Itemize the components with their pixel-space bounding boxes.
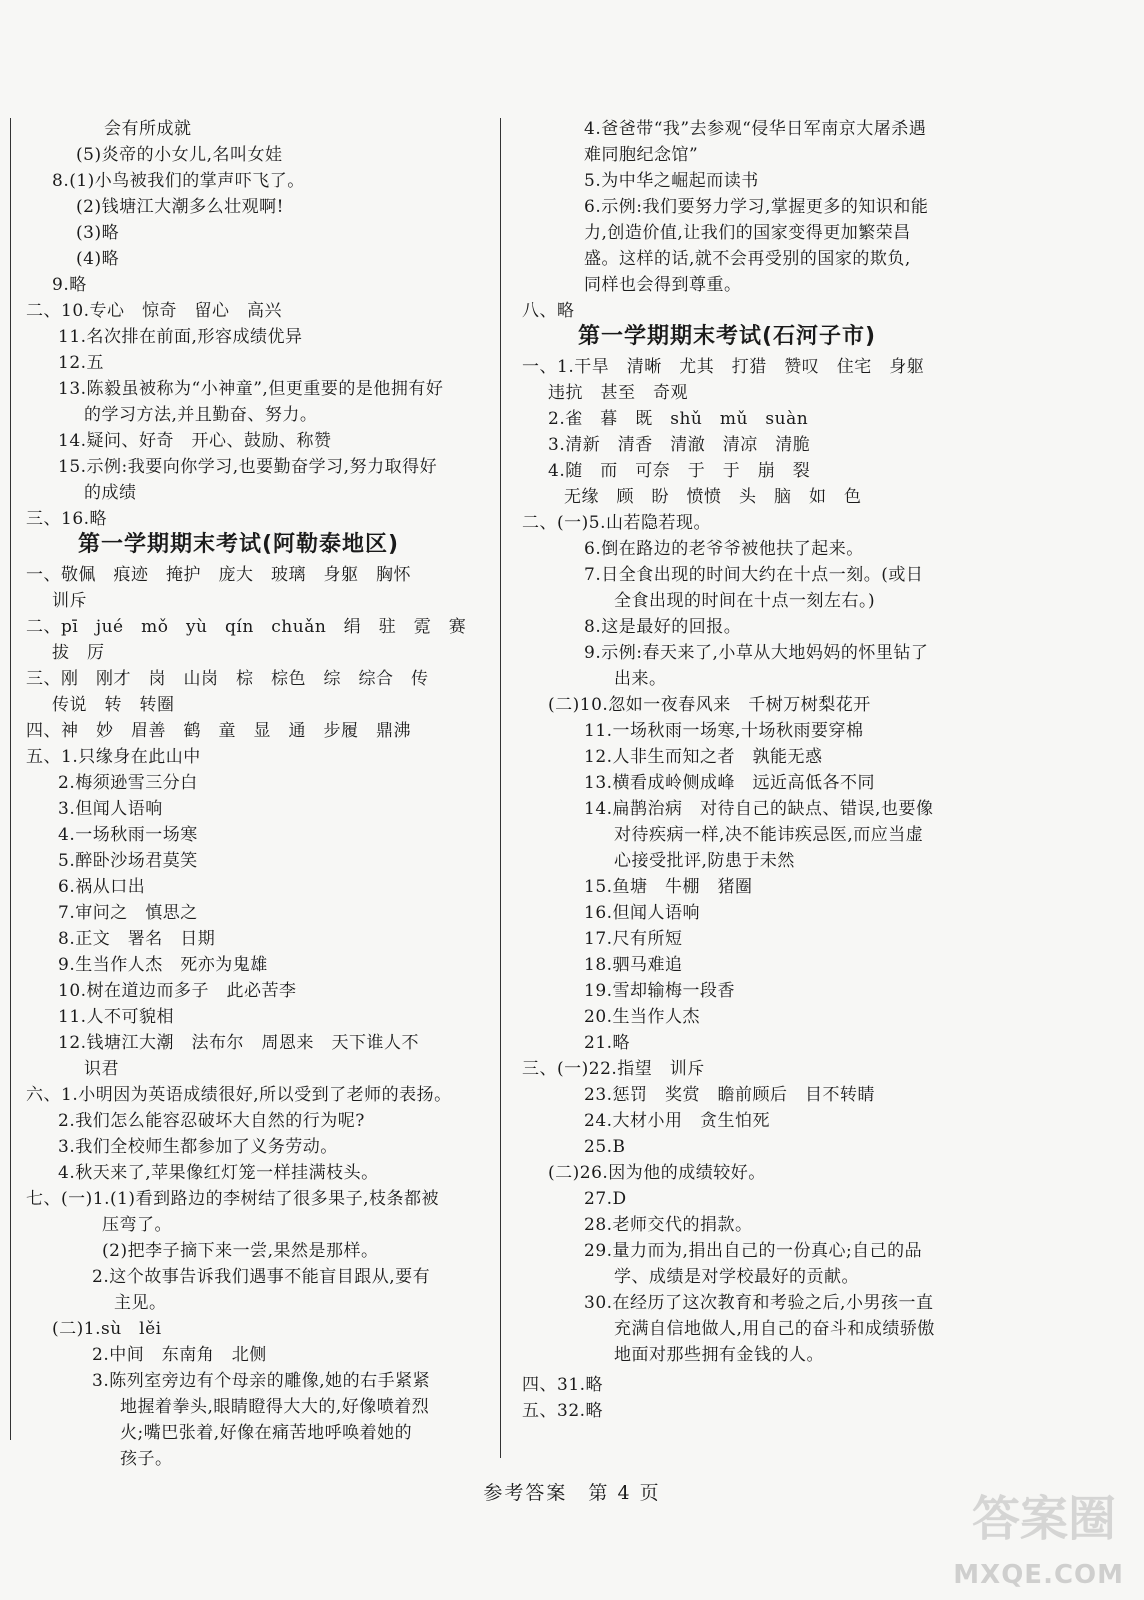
- answer-line: 11.人不可貌相: [58, 1007, 175, 1027]
- answer-line: 难同胞纪念馆”: [584, 145, 699, 165]
- answer-line: 8.这是最好的回报。: [584, 617, 742, 637]
- answer-line: 4.随 而 可奈 于 于 崩 裂: [548, 461, 811, 481]
- answer-line: 21.略: [584, 1033, 631, 1053]
- answer-line: 的成绩: [84, 483, 137, 503]
- answer-line: 八、略: [522, 301, 575, 321]
- answer-line: 28.老师交代的捐款。: [584, 1215, 753, 1235]
- answer-line: 2.我们怎么能容忍破坏大自然的行为呢?: [58, 1111, 365, 1131]
- answer-line: 6.倒在路边的老爷爷被他扶了起来。: [584, 539, 864, 559]
- answer-line: (二)10.忽如一夜春风来 千树万树梨花开: [548, 695, 871, 715]
- answer-line: 四、31.略: [522, 1375, 604, 1395]
- answer-line: 四、神 妙 眉善 鹤 童 显 通 步履 鼎沸: [26, 721, 411, 741]
- answer-line: 同样也会得到尊重。: [584, 275, 742, 295]
- answer-line: 25.B: [584, 1137, 626, 1157]
- answer-line: 2.中间 东南角 北侧: [92, 1345, 267, 1365]
- answer-line: 9.生当作人杰 死亦为鬼雄: [58, 955, 268, 975]
- answer-line: 4.一场秋雨一场寒: [58, 825, 198, 845]
- answer-line: 10.树在道边而多子 此必苦李: [58, 981, 297, 1001]
- answer-line: 七、(一)1.(1)看到路边的李树结了很多果子,枝条都被: [26, 1189, 439, 1209]
- answer-line: 对待疾病一样,决不能讳疾忌医,而应当虚: [614, 825, 924, 845]
- watermark-seal: 答案圈: [971, 1491, 1116, 1547]
- answer-line: (二)1.sù lěi: [52, 1319, 162, 1339]
- answer-line: 的学习方法,并且勤奋、努力。: [84, 405, 318, 425]
- section-title: 第一学期期末考试(石河子市): [578, 324, 877, 349]
- answer-line: 主见。: [114, 1293, 167, 1313]
- answer-line: 一、敬佩 痕迹 掩护 庞大 玻璃 身躯 胸怀: [26, 565, 411, 585]
- answer-line: (5)炎帝的小女儿,名叫女娃: [76, 145, 283, 165]
- answer-line: 17.尺有所短: [584, 929, 683, 949]
- answer-line: 14.疑问、好奇 开心、鼓励、称赞: [58, 431, 332, 451]
- answer-line: 14.扁鹊治病 对待自己的缺点、错误,也要像: [584, 799, 934, 819]
- answer-line: 识君: [84, 1059, 119, 1079]
- answer-line: 3.清新 清香 清澈 清凉 清脆: [548, 435, 811, 455]
- answer-line: 违抗 甚至 奇观: [548, 383, 688, 403]
- left-margin-rule: [10, 118, 11, 1440]
- answer-line: 心接受批评,防患于未然: [614, 851, 795, 871]
- answer-line: (4)略: [76, 249, 120, 269]
- watermark: [924, 1480, 1124, 1590]
- answer-line: 15.示例:我要向你学习,也要勤奋学习,努力取得好: [58, 457, 438, 477]
- answer-line: 9.示例:春天来了,小草从大地妈妈的怀里钻了: [584, 643, 929, 663]
- answer-line: 9.略: [52, 275, 87, 295]
- answer-line: 4.爸爸带“我”去参观“侵华日军南京大屠杀遇: [584, 119, 927, 139]
- answer-line: 无缘 顾 盼 愤愤 头 脑 如 色: [564, 487, 862, 507]
- answer-line: 3.陈列室旁边有个母亲的雕像,她的右手紧紧: [92, 1371, 431, 1391]
- answer-line: 传说 转 转圈: [52, 695, 175, 715]
- answer-line: 3.我们全校师生都参加了义务劳动。: [58, 1137, 338, 1157]
- answer-line: 3.但闻人语响: [58, 799, 163, 819]
- page-footer: 参考答案 第 4 页: [483, 1482, 661, 1504]
- answer-line: 30.在经历了这次教育和考验之后,小男孩一直: [584, 1293, 934, 1313]
- answer-line: 12.钱塘江大潮 法布尔 周恩来 天下谁人不: [58, 1033, 420, 1053]
- answer-line: 5.醉卧沙场君莫笑: [58, 851, 198, 871]
- answer-line: 三、(一)22.指望 训斥: [522, 1059, 705, 1079]
- answer-line: 11.名次排在前面,形容成绩优异: [58, 327, 303, 347]
- answer-line: 五、32.略: [522, 1401, 604, 1421]
- watermark-text: MXQE.COM: [953, 1560, 1124, 1590]
- answer-line: 地握着拳头,眼睛瞪得大大的,好像喷着烈: [120, 1397, 430, 1417]
- answer-line: 13.横看成岭侧成峰 远近高低各不同: [584, 773, 876, 793]
- answer-line: 压弯了。: [102, 1215, 172, 1235]
- answer-line: (2)把李子摘下来一尝,果然是那样。: [102, 1241, 379, 1261]
- answer-line: 19.雪却输梅一段香: [584, 981, 736, 1001]
- answer-line: 三、刚 刚才 岗 山岗 棕 棕色 综 综合 传: [26, 669, 429, 689]
- answer-line: 二、(一)5.山若隐若现。: [522, 513, 711, 533]
- section-title: 第一学期期末考试(阿勒泰地区): [78, 532, 400, 557]
- answer-line: 拔 厉: [52, 643, 105, 663]
- answer-line: 5.为中华之崛起而读书: [584, 171, 759, 191]
- answer-line: 7.日全食出现的时间大约在十点一刻。(或日: [584, 565, 924, 585]
- answer-line: 11.一场秋雨一场寒,十场秋雨要穿棉: [584, 721, 864, 741]
- answer-line: 8.(1)小鸟被我们的掌声吓飞了。: [52, 171, 305, 191]
- answer-line: 29.量力而为,捐出自己的一份真心;自己的品: [584, 1241, 923, 1261]
- answer-line: 18.驷马难追: [584, 955, 683, 975]
- answer-line: 6.示例:我们要努力学习,掌握更多的知识和能: [584, 197, 929, 217]
- answer-line: 孩子。: [120, 1449, 173, 1469]
- answer-line: 23.惩罚 奖赏 瞻前顾后 目不转睛: [584, 1085, 876, 1105]
- answer-line: 出来。: [614, 669, 667, 689]
- answer-line: 三、16.略: [26, 509, 108, 529]
- answer-line: (3)略: [76, 223, 120, 243]
- answer-line: 4.秋天来了,苹果像红灯笼一样挂满枝头。: [58, 1163, 379, 1183]
- answer-line: 8.正文 署名 日期: [58, 929, 216, 949]
- answer-line: 15.鱼塘 牛棚 猪圈: [584, 877, 753, 897]
- answer-line: 2.雀 暮 既 shǔ mǔ suàn: [548, 409, 809, 429]
- answer-line: 16.但闻人语响: [584, 903, 701, 923]
- answer-line: 27.D: [584, 1189, 627, 1209]
- answer-line: 13.陈毅虽被称为“小神童”,但更重要的是他拥有好: [58, 379, 444, 399]
- answer-line: 地面对那些拥有金钱的人。: [614, 1345, 824, 1365]
- answer-line: 一、1.干旱 清晰 尤其 打猎 赞叹 住宅 身躯: [522, 357, 925, 377]
- answer-line: 12.五: [58, 353, 105, 373]
- answer-line: 五、1.只缘身在此山中: [26, 747, 201, 767]
- answer-line: (二)26.因为他的成绩较好。: [548, 1163, 766, 1183]
- answer-line: 盛。这样的话,就不会再受别的国家的欺负,: [584, 249, 911, 269]
- answer-line: 12.人非生而知之者 孰能无惑: [584, 747, 823, 767]
- answer-line: 20.生当作人杰: [584, 1007, 701, 1027]
- answer-line: 二、10.专心 惊奇 留心 高兴: [26, 301, 283, 321]
- answer-line: 火;嘴巴张着,好像在痛苦地呼唤着她的: [120, 1423, 413, 1443]
- answer-line: 2.这个故事告诉我们遇事不能盲目跟从,要有: [92, 1267, 431, 1287]
- answer-line: 24.大材小用 贪生怕死: [584, 1111, 771, 1131]
- answer-line: 7.审问之 慎思之: [58, 903, 198, 923]
- answer-line: 力,创造价值,让我们的国家变得更加繁荣昌: [584, 223, 911, 243]
- answer-line: 训斥: [52, 591, 87, 611]
- answer-line: 充满自信地做人,用自己的奋斗和成绩骄傲: [614, 1319, 935, 1339]
- answer-line: 2.梅须逊雪三分白: [58, 773, 198, 793]
- column-divider-rule: [500, 118, 501, 1458]
- answer-line: 学、成绩是对学校最好的贡献。: [614, 1267, 859, 1287]
- answer-line: 六、1.小明因为英语成绩很好,所以受到了老师的表扬。: [26, 1085, 452, 1105]
- answer-line: 会有所成就: [104, 119, 192, 139]
- answer-line: (2)钱塘江大潮多么壮观啊!: [76, 197, 284, 217]
- answer-line: 6.祸从口出: [58, 877, 146, 897]
- answer-line: 二、pī jué mǒ yù qín chuǎn 绢 驻 霓 赛: [26, 617, 467, 637]
- answer-line: 全食出现的时间在十点一刻左右。): [614, 591, 876, 611]
